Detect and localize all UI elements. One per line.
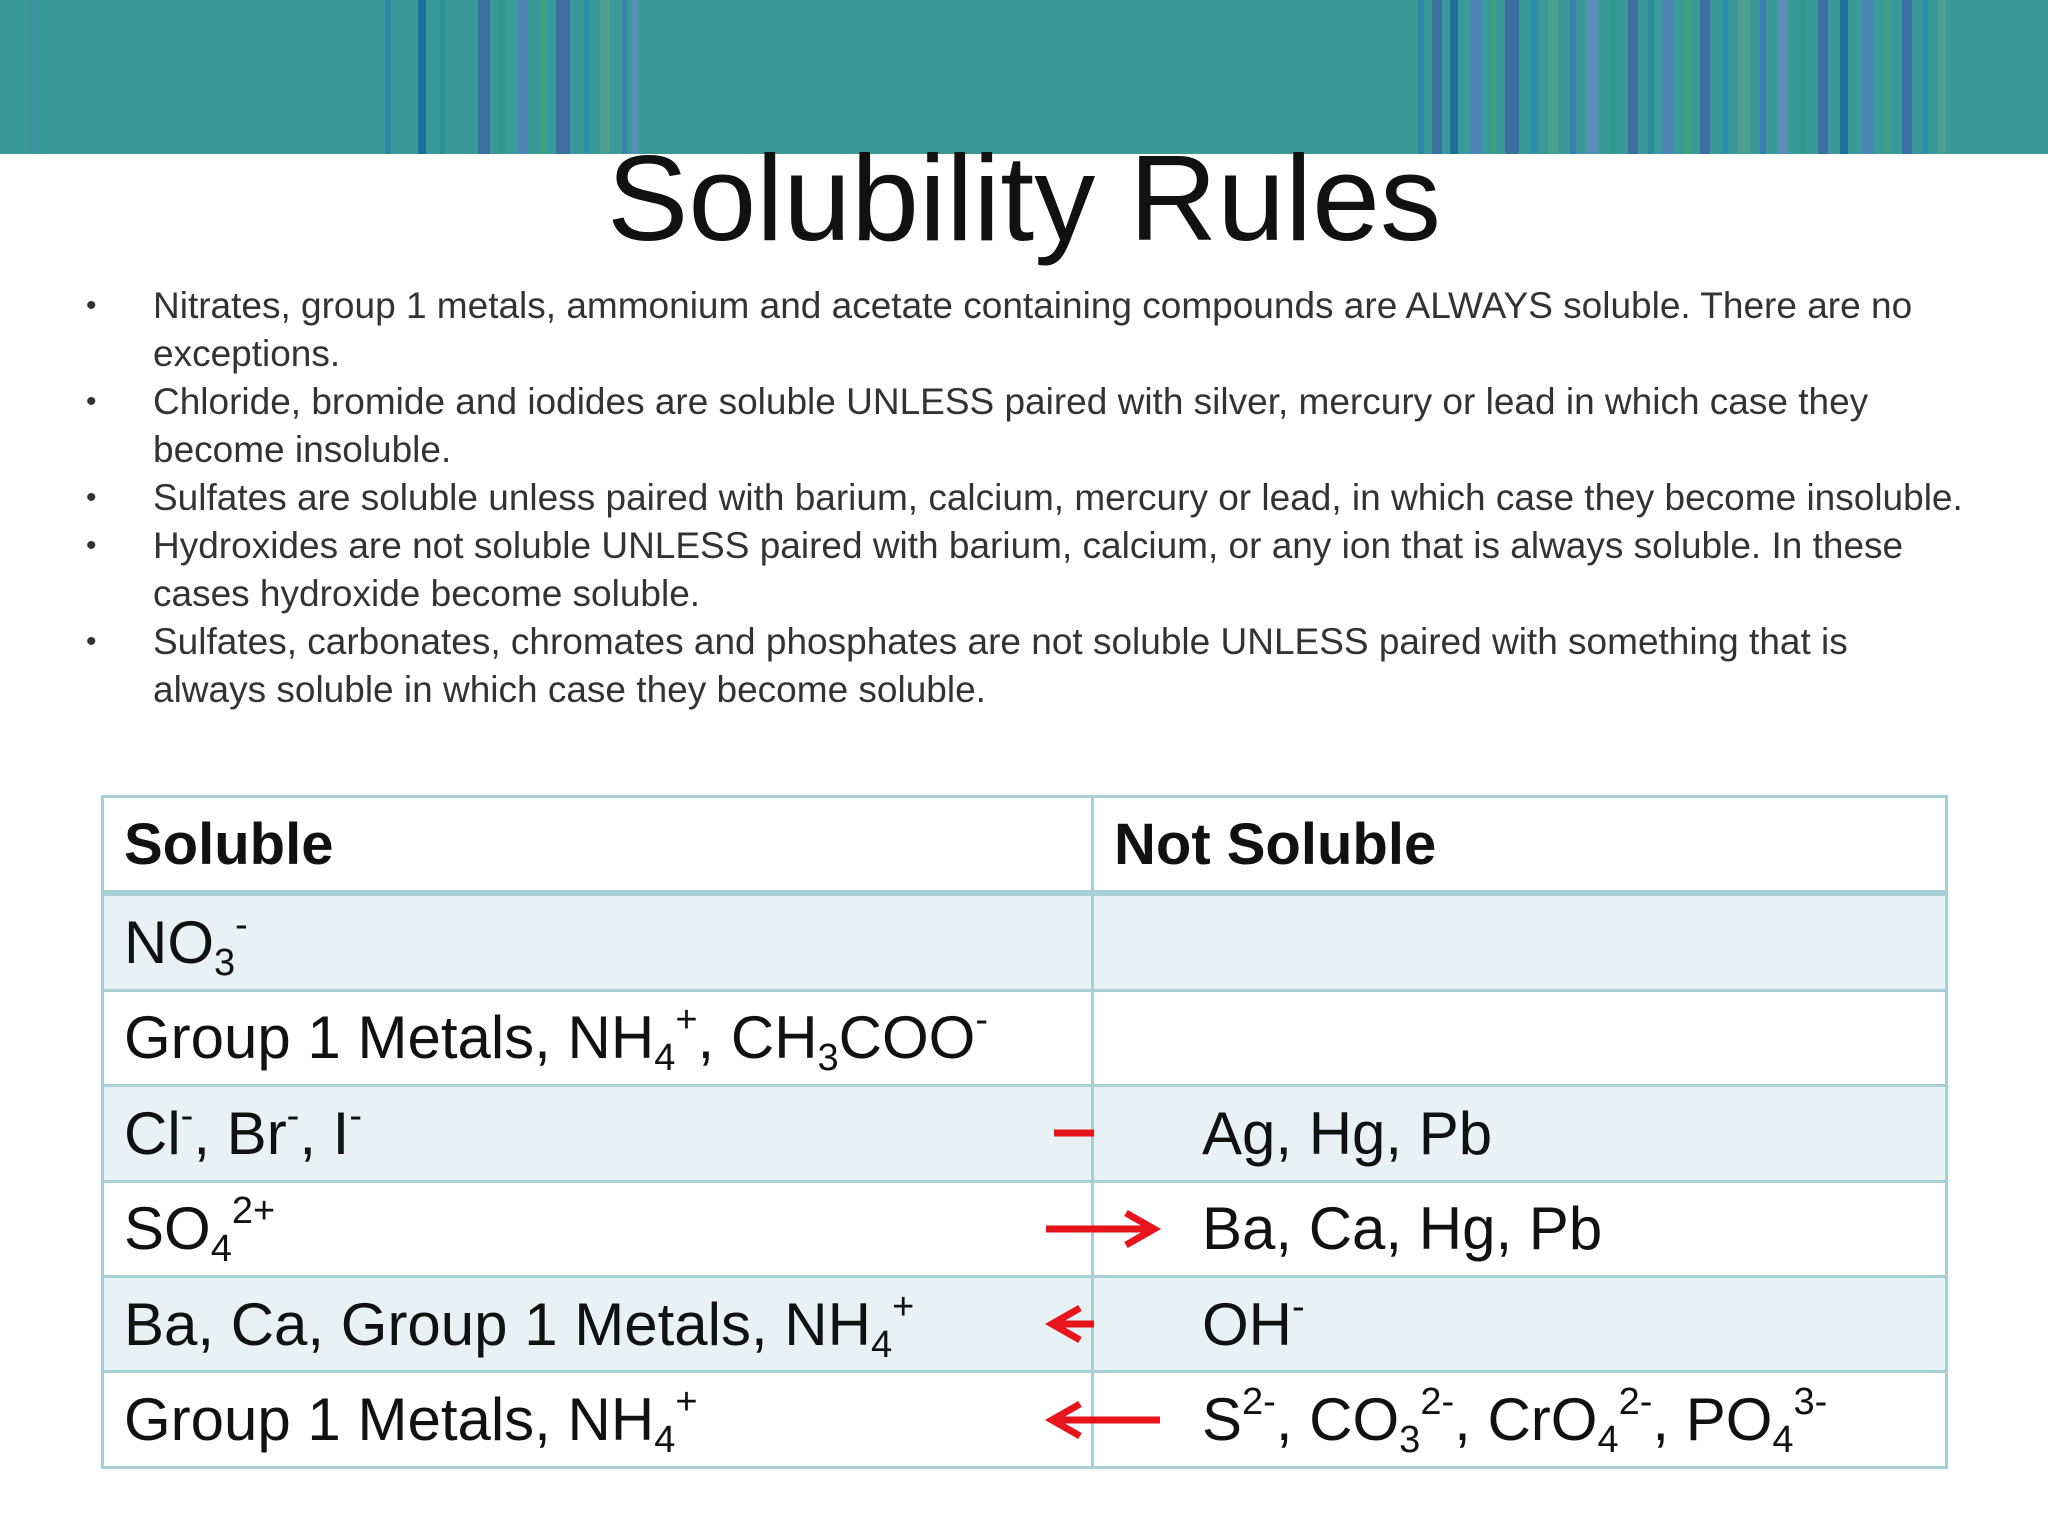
- header-not-soluble: Not Soluble: [1093, 797, 1947, 894]
- soluble-cell: Ba, Ca, Group 1 Metals, $NH_4^+$: [103, 1276, 1093, 1371]
- rules-list: [86, 282, 1966, 714]
- soluble-cell: Group 1 Metals, $NH_4^+$: [103, 1372, 1093, 1468]
- not-soluble-cell: [1093, 893, 1947, 990]
- soluble-cell: Group 1 Metals, $NH_4^+$, $CH_3COO^-$: [103, 990, 1093, 1085]
- table-header-row: [103, 797, 1947, 894]
- table-row: [103, 990, 1947, 1085]
- bullet-icon: •: [86, 385, 97, 418]
- list-item: [86, 522, 1966, 618]
- not-soluble-cell: Ba, Ca, Hg, Pb: [1093, 1181, 1947, 1276]
- soluble-cell: Cl-, Br-, I-: [103, 1086, 1093, 1181]
- list-item: [86, 474, 1966, 522]
- table-row: [103, 1181, 1947, 1276]
- table-row: [103, 1086, 1947, 1181]
- not-soluble-cell: OH-: [1093, 1276, 1947, 1371]
- slide-title: Solubility Rules: [606, 130, 1442, 266]
- list-item: [86, 378, 1966, 474]
- rule-text: Sulfates are soluble unless paired with barium, calcium, mercury or lead, in which case they become insoluble.: [153, 477, 1963, 518]
- not-soluble-cell: Ag, Hg, Pb: [1093, 1086, 1947, 1181]
- list-item: [86, 618, 1966, 714]
- not-soluble-cell: $S^{2-}$, $CO_3^{2-}$, CrO$_4^{2-}$, $PO_4^{3-}$: [1093, 1372, 1947, 1468]
- table-row: [103, 1372, 1947, 1468]
- solubility-table: [101, 795, 1948, 1469]
- soluble-cell: $SO_4^{2+}$: [103, 1181, 1093, 1276]
- rule-text: Chloride, bromide and iodides are soluble UNLESS paired with silver, mercury or lead in which case they become insoluble.: [153, 381, 1869, 470]
- not-soluble-cell: [1093, 990, 1947, 1085]
- rule-text: Sulfates, carbonates, chromates and phosphates are not soluble UNLESS paired with something that is always soluble in which case they become soluble.: [153, 621, 1848, 710]
- header-soluble: Soluble: [103, 797, 1093, 894]
- bullet-icon: •: [86, 529, 97, 562]
- rule-text: Hydroxides are not soluble UNLESS paired with barium, calcium, or any ion that is always soluble. In these cases hydroxide become soluble.: [153, 525, 1904, 614]
- bullet-icon: •: [86, 625, 97, 658]
- rule-text: Nitrates, group 1 metals, ammonium and acetate containing compounds are ALWAYS soluble. There are no exceptions.: [153, 285, 1913, 374]
- list-item: [86, 282, 1966, 378]
- bullet-icon: •: [86, 289, 97, 322]
- bullet-icon: •: [86, 481, 97, 514]
- table-row: [103, 1276, 1947, 1371]
- table: [101, 795, 1948, 1469]
- table-row: [103, 893, 1947, 990]
- soluble-cell: $NO_3^-$: [103, 893, 1093, 990]
